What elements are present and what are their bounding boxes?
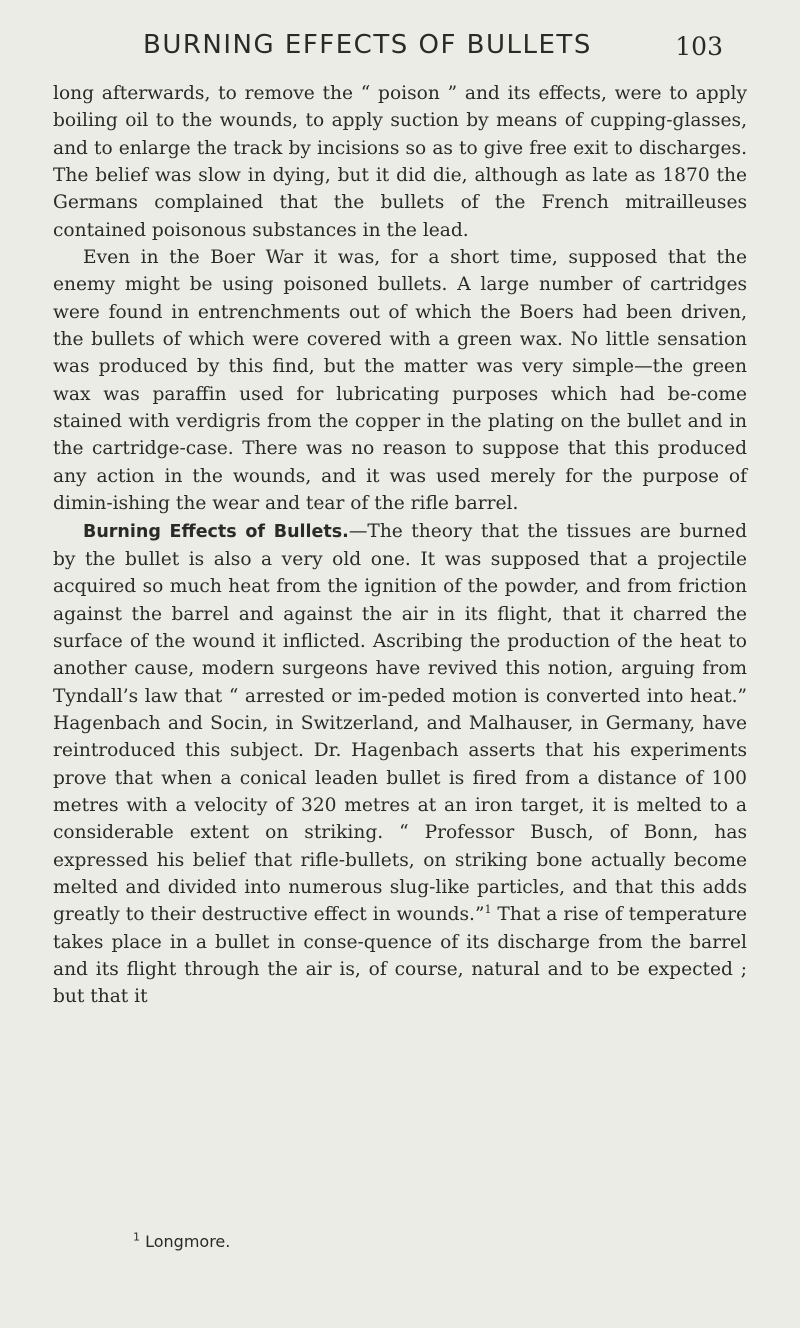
paragraph-continued [53, 80, 747, 244]
paragraph-text-continued: That a rise of temperature takes place in a bullet in conse-quence of its discharge from the barrel and its flight through the air is, of course, natural and to be expected ; but that it [53, 904, 747, 1008]
footnote-text: Longmore. [145, 1232, 231, 1251]
paragraph-burning-effects [53, 518, 747, 1011]
page-header [137, 30, 723, 64]
footnote [133, 1232, 230, 1251]
footnote-marker: 1 [133, 1230, 140, 1244]
running-title: BURNING EFFECTS OF BULLETS [143, 30, 592, 60]
footnote-reference: 1 [484, 903, 492, 917]
paragraph-text: —The theory that the tissues are burned by the bullet is also a very old one. It was supposed that a projectile acquired so much heat from the ignition of the powder, and from friction against the barrel and against the air in its flight, that it charred the surface of the wound it inflicted. Ascribing the production of the heat to another cause, modern surgeons have revived this notion, arguing from Tyndall’s law that “ arrested or im-peded motion is converted into heat.” Hagenbach and Socin, in Switzerland, and Malhauser, in Germany, have reintroduced this subject. Dr. Hagenbach asserts that his experiments prove that when a conical leaden bullet is fired from a distance of 100 metres with a velocity of 320 metres at an iron target, it is melted to a considerable extent on striking. “ Professor Busch, of Bonn, has expressed his belief that rifle-bullets, on striking bone actually become melted and divided into numerous slug-like particles, and that this adds greatly to their destructive effect in wounds.” [53, 520, 747, 926]
body-text [53, 80, 747, 1011]
section-heading: Burning Effects of Bullets. [83, 521, 349, 542]
paragraph-text: Even in the Boer War it was, for a short time, supposed that the enemy might be using poisoned bullets. A large number of cartridges were found in entrenchments out of which the Boers had been driven, the bullets of which were covered with a green wax. No little sensation was produced by this find, but the matter was very simple—the green wax was paraffin used for lubricating purposes which had be-come stained with verdigris from the copper in the plating on the bullet and in the cartridge-case. There was no reason to suppose that this produced any action in the wounds, and it was used merely for the purpose of dimin-ishing the wear and tear of the rifle barrel. [53, 247, 747, 515]
paragraph-boer-war [53, 244, 747, 517]
paragraph-text: long afterwards, to remove the “ poison ” and its effects, were to apply boiling oil to the wounds, to apply suction by means of cupping-glasses, and to enlarge the track by incisions so as to give free exit to discharges. The belief was slow in dying, but it did die, although as late as 1870 the Germans complained that the bullets of the French mitrailleuses contained poisonous substances in the lead. [53, 83, 747, 241]
page-number: 103 [675, 32, 723, 61]
